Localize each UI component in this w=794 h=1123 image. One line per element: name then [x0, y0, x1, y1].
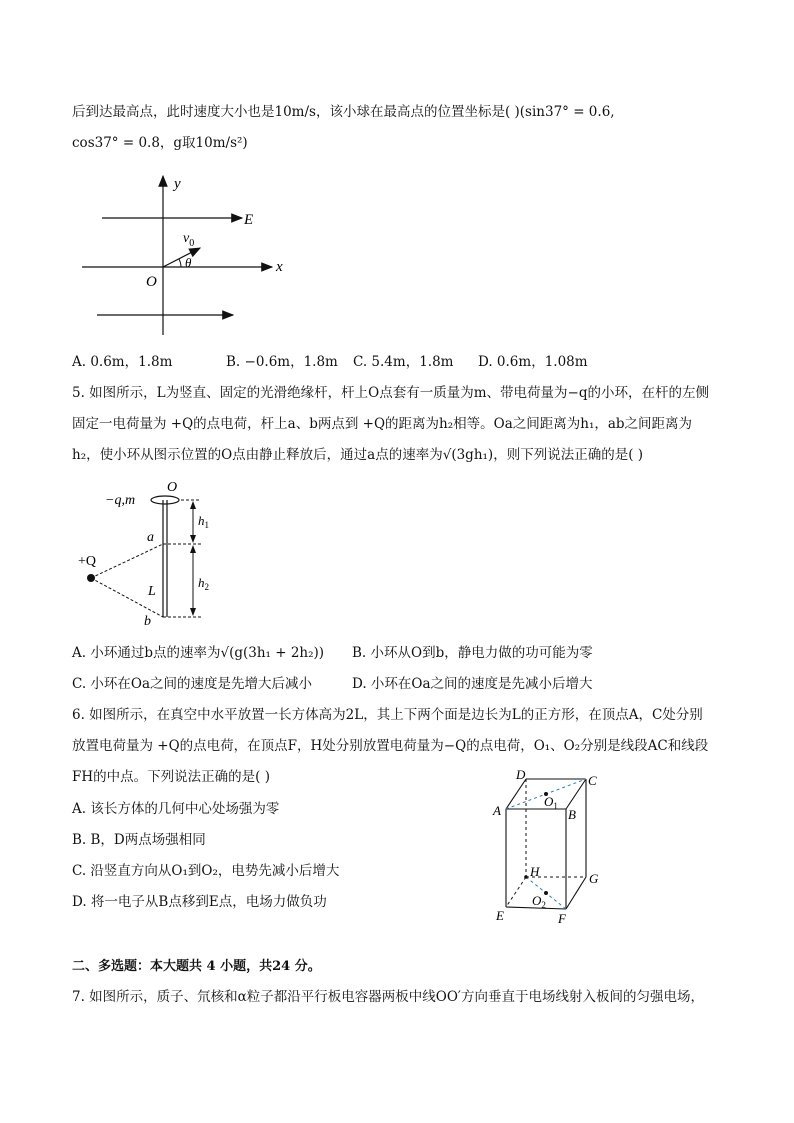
q5-text-line-1: 5. 如图所示，L为竖直、固定的光滑绝缘杆，杆上O点套有一质量为m、带电荷量为−q的小环，在杆的左侧 [72, 385, 709, 401]
q5-L-label: L [148, 584, 156, 599]
q6-label-O1: $O_1$ [544, 794, 558, 811]
q7-text-line-1: 7. 如图所示，质子、氘核和α粒子都沿平行板电容器两板中线OO′方向垂直于电场线射入板间的匀强电场， [72, 989, 704, 1005]
q5-option-a[interactable]: A. 小环通过b点的速率为√(g(3h₁ + 2h₂)) [72, 645, 325, 661]
q5-text-line-2: 固定一电荷量为 +Q的点电荷，杆上a、b两点到 +Q的距离为h₂相等。Oa之间距离为h₁，ab之间距离为 [72, 416, 693, 432]
q6-figure [488, 765, 608, 930]
q6-point-H [524, 875, 528, 879]
q4-figure [80, 170, 295, 340]
q6-option-a[interactable]: A. 该长方体的几何中心处场强为零 [72, 801, 280, 817]
q5-h1-label: $h_1$ [198, 513, 209, 530]
q4-text-line-1: 后到达最高点，此时速度大小也是10m/s，该小球在最高点的位置坐标是( )(sin37° = 0.6, [72, 104, 615, 120]
q5-text-line-3: h₂，使小环从图示位置的O点由静止释放后，通过a点的速率为√(3gh₁)，则下列说法正确的是( ) [72, 447, 644, 463]
q6-label-B: B [568, 807, 576, 822]
q4-x-label: x [276, 259, 283, 275]
q5-ring [151, 496, 179, 504]
q6-label-H: H [530, 864, 540, 879]
q4-option-b[interactable]: B. −0.6m，1.8m [226, 354, 338, 370]
q6-text-line-1: 6. 如图所示，在真空中水平放置一长方体高为2L，其上下两个面是边长为L的正方形，在顶点A，C处分别 [72, 707, 703, 723]
q4-v0-label: $v_0$ [183, 231, 195, 249]
q6-label-O2: $O_2$ [532, 893, 546, 910]
q4-y-label: y [174, 176, 181, 192]
q4-E-label: E [244, 212, 254, 228]
q6-label-D: D [516, 767, 526, 782]
q6-label-C: C [588, 773, 597, 788]
q4-theta-label: θ [185, 255, 192, 270]
q4-v0-vector [163, 248, 200, 267]
q4-option-c[interactable]: C. 5.4m，1.8m [353, 354, 454, 370]
q5-option-b[interactable]: B. 小环从O到b，静电力做的功可能为零 [352, 645, 593, 661]
q4-option-a[interactable]: A. 0.6m，1.8m [72, 354, 173, 370]
q4-theta-arc [179, 259, 181, 267]
q6-label-F: F [558, 911, 566, 926]
q4-origin-label: O [146, 274, 157, 290]
q6-option-b[interactable]: B. B，D两点场强相同 [72, 832, 206, 848]
q6-option-d[interactable]: D. 将一电子从B点移到E点，电场力做负功 [72, 894, 327, 910]
q6-label-E: E [496, 908, 504, 923]
q6-option-c[interactable]: C. 沿竖直方向从O₁到O₂，电势先减小后增大 [72, 863, 340, 879]
q6-point-O2 [544, 891, 548, 895]
q5-option-c[interactable]: C. 小环在Oa之间的速度是先增大后减小 [72, 676, 313, 692]
q5-b-label: b [144, 614, 151, 629]
section-2-heading: 二、多选题：本大题共 4 小题，共24 分。 [72, 959, 321, 974]
q5-charge-label: −q,m [105, 493, 136, 508]
q5-a-label: a [147, 530, 154, 545]
q5-option-d[interactable]: D. 小环在Oa之间的速度是先减小后增大 [352, 676, 593, 692]
q6-text-line-3: FH的中点。下列说法正确的是( ) [72, 769, 270, 785]
q5-O-label: O [167, 480, 178, 495]
q4-option-d[interactable]: D. 0.6m，1.08m [478, 354, 588, 370]
q6-text-line-2: 放置电荷量为 +Q的点电荷，在顶点F，H处分别放置电荷量为−Q的点电荷，O₁、O₂分别是线段AC和线段 [72, 738, 709, 754]
q6-label-G: G [589, 871, 599, 886]
q5-h2-label: $h_2$ [198, 575, 209, 592]
q6-label-A: A [493, 803, 501, 818]
q5-figure [78, 478, 228, 628]
q5-Q-label: +Q [78, 554, 97, 569]
q4-text-line-2: cos37° = 0.8，g取10m/s²) [72, 135, 248, 151]
